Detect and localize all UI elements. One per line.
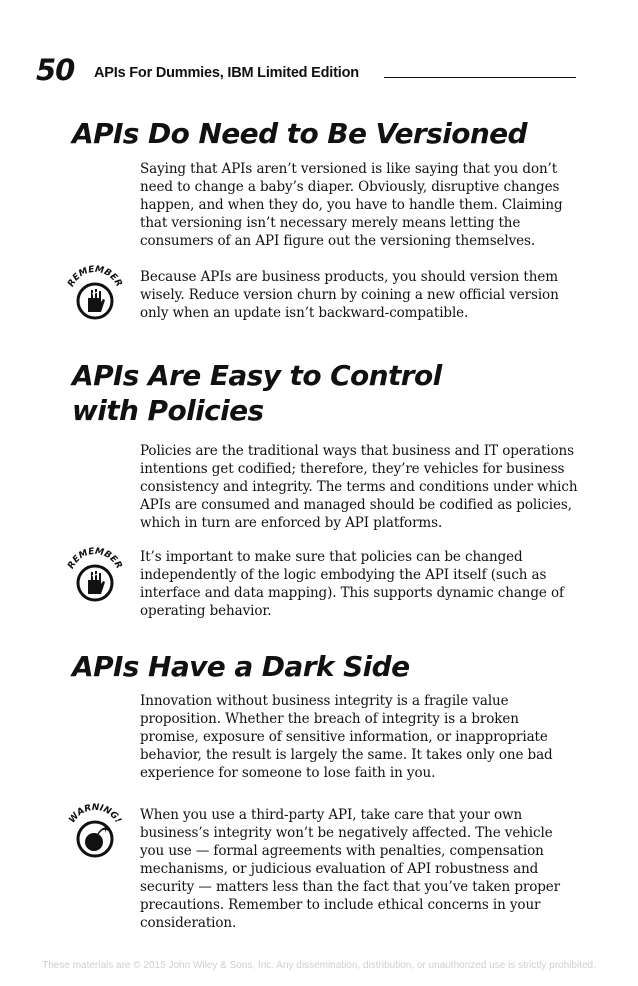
paragraph-policies-change: It’s important to make sure that policies can be changed independently of the logic embodying the API itself (such as interface and data mapping). This supports dynamic change of operating behavior. bbox=[140, 549, 564, 619]
paragraph-version-wisely: Because APIs are business products, you should version them wisely. Reduce version churn by coining a new official version only when an update isn’t backward-compatible. bbox=[140, 269, 559, 321]
section-title-policies-line1: APIs Are Easy to Control bbox=[72, 359, 442, 392]
page-number: 50 bbox=[36, 53, 75, 87]
section-title-policies-line2: with Policies bbox=[72, 394, 264, 427]
svg-text:REMEMBER: REMEMBER bbox=[66, 546, 124, 571]
section-title-dark-side: APIs Have a Dark Side bbox=[72, 650, 410, 683]
svg-text:WARNING!: WARNING! bbox=[67, 802, 123, 826]
running-title: APIs For Dummies, IBM Limited Edition bbox=[94, 65, 359, 81]
copyright-footer: These materials are © 2015 John Wiley & Sons, Inc. Any dissemination, distribution, or unauthorized use is strictly prohibited. bbox=[42, 960, 596, 971]
paragraph-third-party-api: When you use a third-party API, take care that your own business’s integrity won’t be negatively affected. The vehicle you use — formal agreements with penalties, compensation mechanisms, or judicious evaluation of API robustness and security — matters less than the fact that you’ve taken proper precautions. Remember to include ethical concerns in your consideration. bbox=[140, 807, 561, 931]
paragraph-versioning-diaper: Saying that APIs aren’t versioned is like saying that you don’t need to change a baby’s diaper. Obviously, disruptive changes happen, and when they do, you have to handle them. Claiming that versioning isn’t necessary merely means letting the consumers of an API figure out the versioning themselves. bbox=[140, 161, 563, 249]
section-title-versioned: APIs Do Need to Be Versioned bbox=[72, 117, 528, 150]
warning-icon bbox=[64, 800, 126, 862]
remember-icon bbox=[64, 544, 126, 606]
svg-text:REMEMBER: REMEMBER bbox=[66, 264, 124, 289]
paragraph-integrity: Innovation without business integrity is a fragile value proposition. Whether the breach of integrity is a broken promise, exposure of sensitive information, or inappropriate behavior, the result is largely the same. It takes only one bad experience for someone to lose faith in you. bbox=[140, 693, 553, 781]
paragraph-policies-intro: Policies are the traditional ways that business and IT operations intentions get codified; therefore, they’re vehicles for business consistency and integrity. The terms and conditions under which APIs are consumed and managed should be codified as policies, which in turn are enforced by API platforms. bbox=[140, 443, 578, 531]
header-rule bbox=[384, 77, 576, 78]
remember-icon bbox=[64, 262, 126, 324]
page-header bbox=[36, 52, 576, 88]
